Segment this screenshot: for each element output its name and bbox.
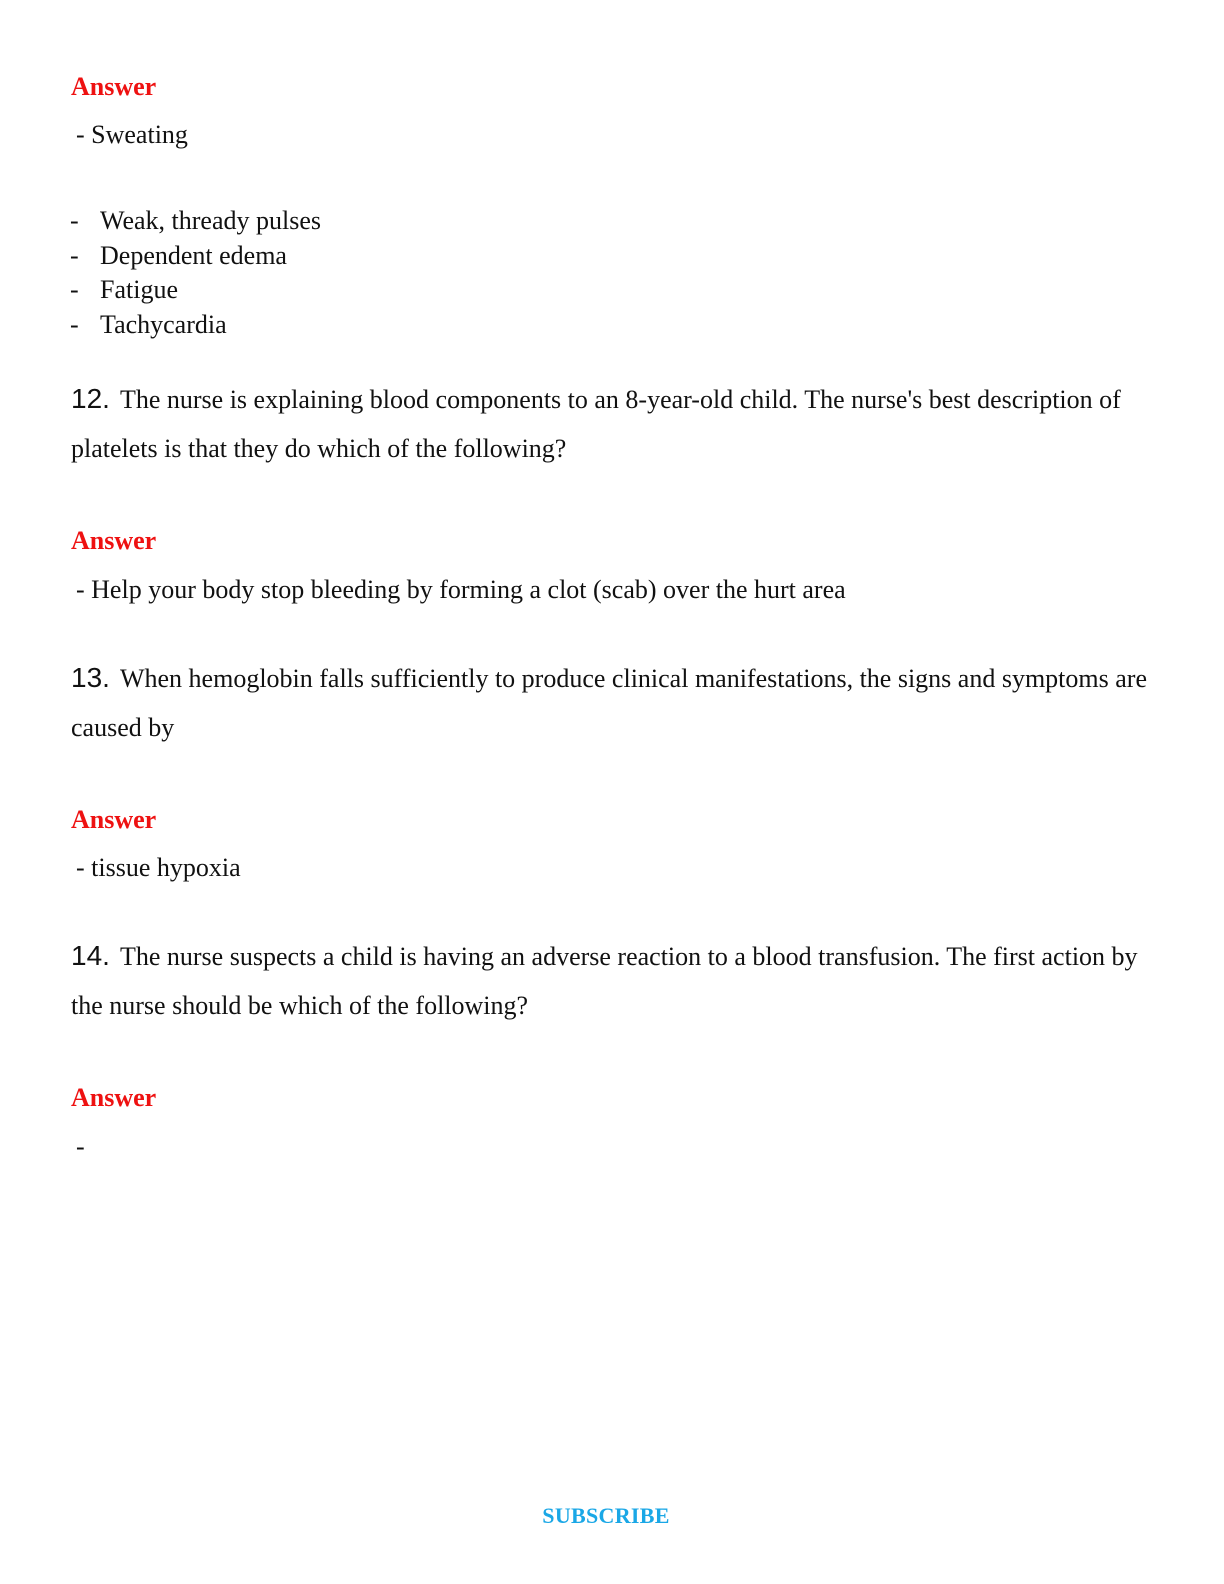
option-text: Fatigue: [100, 275, 178, 304]
question-13: [71, 653, 1161, 752]
answer-text: - Help your body stop bleeding by forming a clot (scab) over the hurt area: [76, 575, 846, 604]
answer-heading: Answer: [71, 1083, 157, 1112]
subscribe-link[interactable]: SUBSCRIBE: [542, 1503, 670, 1528]
option-dash: -: [70, 275, 79, 304]
question-text: The nurse is explaining blood components to an 8-year-old child. The nurse's best description of platelets is that they do which of the following?: [71, 385, 1121, 463]
question-number: 13.: [71, 662, 110, 693]
answer-text: - tissue hypoxia: [76, 853, 241, 882]
question-number: 12.: [71, 383, 110, 414]
answer-text: - Sweating: [76, 120, 188, 149]
option-dash: -: [70, 206, 79, 235]
option-text: Weak, thready pulses: [100, 206, 321, 235]
answer-heading: Answer: [71, 805, 157, 834]
question-text: The nurse suspects a child is having an adverse reaction to a blood transfusion. The first action by the nurse should be which of the following?: [71, 942, 1138, 1020]
option-item: [70, 275, 178, 305]
answer-text: -: [76, 1132, 85, 1161]
option-item: [70, 241, 287, 271]
question-number: 14.: [71, 940, 110, 971]
option-item: [70, 310, 227, 340]
question-14: [71, 931, 1161, 1030]
option-item: [70, 206, 321, 236]
answer-heading: Answer: [71, 526, 157, 555]
option-dash: -: [70, 241, 79, 270]
option-text: Tachycardia: [100, 310, 227, 339]
answer-heading: Answer: [71, 72, 157, 101]
question-12: [71, 374, 1161, 473]
option-text: Dependent edema: [100, 241, 287, 270]
option-dash: -: [70, 310, 79, 339]
question-text: When hemoglobin falls sufficiently to produce clinical manifestations, the signs and symptoms are caused by: [71, 664, 1147, 742]
